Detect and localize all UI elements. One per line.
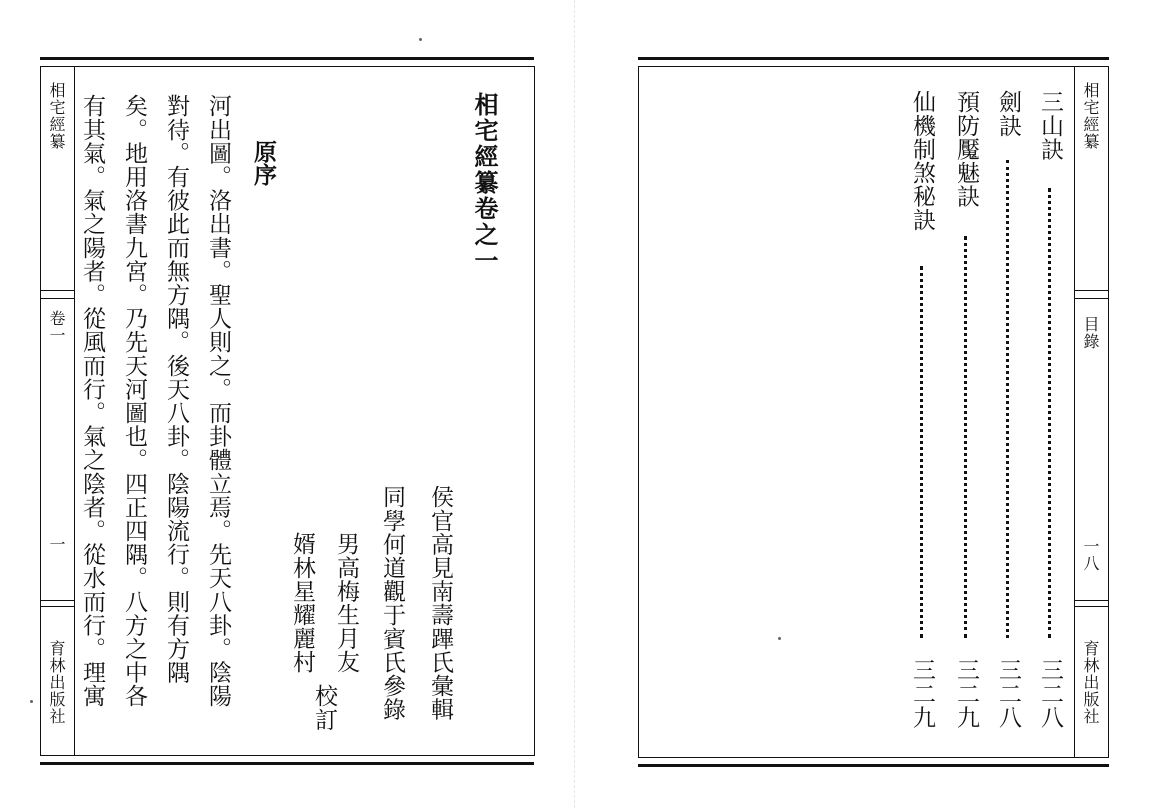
left-sidebar-divider: [41, 600, 74, 601]
left-inner-rule: [534, 66, 535, 756]
left-bottom-border: [40, 762, 534, 765]
left-outer-rule: [40, 66, 41, 756]
credit-recorder: 同學何道觀于賓氏參錄: [379, 485, 405, 721]
credit-son: 男高梅生月友: [333, 532, 359, 674]
left-top-border: [40, 57, 534, 60]
right-top-border: [638, 57, 1109, 60]
toc-leader-dots: [964, 236, 967, 638]
toc-entry-title: 劍訣: [995, 90, 1021, 138]
right-inner-rule: [638, 66, 639, 758]
left-page: [0, 0, 574, 808]
toc-leader-dots: [920, 266, 923, 638]
right-sidebar-section: 目錄: [1081, 316, 1100, 350]
right-sidebar-page-number: 一八: [1081, 538, 1100, 572]
toc-entry-page: 三二八: [1037, 658, 1063, 729]
right-bottom-border: [638, 764, 1109, 767]
toc-entry-page: 三二九: [953, 658, 979, 729]
body-line: 矣。地用洛書九宮。乃先天河圖也。四正四隅。八方之中各: [121, 94, 147, 708]
chapter-title: 相宅經纂卷之一: [470, 92, 499, 274]
toc-entry-title: 仙機制煞秘訣: [909, 90, 935, 232]
body-line: 有其氣。氣之陽者。從風而行。氣之陰者。從水而行。理寓: [79, 94, 105, 708]
left-sidebar-publisher: 育林出版社: [47, 640, 66, 725]
right-bottom-inner-border: [638, 757, 1109, 758]
left-sidebar-book-title: 相宅經纂: [47, 82, 66, 150]
toc-entry-title: 預防魘魅訣: [953, 90, 979, 208]
right-sidebar-divider: [1075, 600, 1108, 601]
left-sidebar-page-number: 一: [47, 536, 66, 553]
body-line: 河出圖。洛出書。聖人則之。而卦體立焉。先天八卦。陰陽: [205, 94, 231, 708]
credit-role: 校訂: [311, 684, 337, 732]
body-line: 對待。有彼此而無方隅。後天八卦。陰陽流行。則有方隅: [163, 94, 189, 684]
left-sidebar-volume: 卷一: [47, 310, 66, 344]
left-sidebar-divider: [41, 606, 74, 607]
credit-son-in-law: 婿林星耀麗村: [289, 532, 315, 674]
toc-entry-page: 三二九: [909, 658, 935, 729]
toc-leader-dots: [1006, 160, 1009, 638]
left-sidebar-divider: [41, 298, 74, 299]
section-title-preface: 原序: [250, 140, 277, 186]
toc-leader-dots: [1048, 188, 1051, 638]
right-sidebar-book-title: 相宅經纂: [1081, 82, 1100, 150]
right-top-inner-border: [638, 66, 1109, 67]
right-sidebar-divider: [1075, 290, 1108, 291]
toc-entry-page: 三二八: [995, 658, 1021, 729]
left-bottom-inner-border: [40, 755, 534, 756]
right-sidebar-publisher: 育林出版社: [1081, 640, 1100, 725]
credit-compiler: 侯官高見南壽蹕氏彙輯: [427, 485, 453, 721]
right-sidebar-divider: [1075, 298, 1108, 299]
right-sidebar-divider: [1075, 606, 1108, 607]
toc-entry-title: 三山訣: [1037, 90, 1063, 161]
right-page: [574, 0, 1163, 808]
right-outer-rule: [1108, 66, 1109, 758]
left-sidebar-divider: [41, 290, 74, 291]
right-sidebar-rule: [1074, 66, 1075, 758]
left-top-inner-border: [40, 66, 534, 67]
left-sidebar-rule: [74, 66, 75, 756]
